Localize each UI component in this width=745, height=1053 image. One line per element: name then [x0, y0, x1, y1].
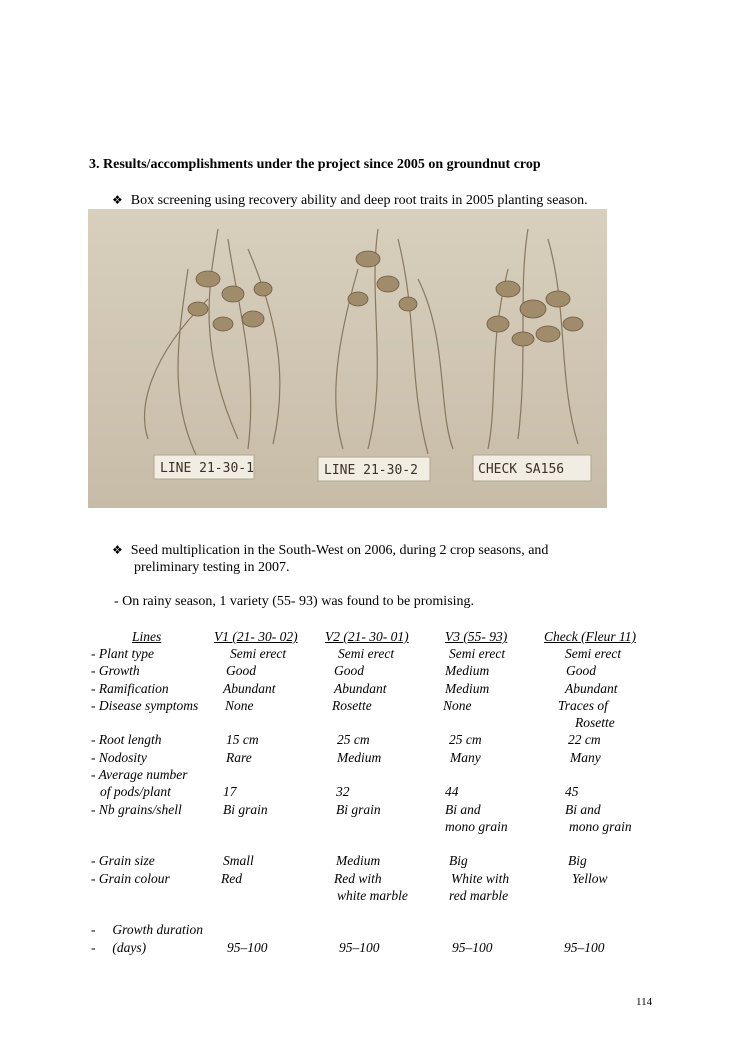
cell-v2: Rosette: [332, 698, 372, 713]
cell-v2: Red with: [334, 871, 382, 886]
cell-check: Yellow: [572, 871, 608, 886]
cell-v3: None: [443, 698, 472, 713]
cell-v3: White with: [451, 871, 510, 886]
variety-table: [0, 628, 745, 968]
bullet-diamond-icon: ❖: [112, 193, 123, 207]
cell-v1: 17: [223, 784, 237, 799]
page-number: 114: [636, 996, 653, 1008]
cell-v1: 15 cm: [226, 732, 259, 747]
row-label: - Root length: [91, 732, 162, 747]
photo-label-line-2: LINE 21-30-2: [324, 463, 418, 478]
cell-v3: 95–100: [452, 940, 493, 955]
row-label: - Nb grains/shell: [91, 802, 182, 817]
cell-check: Big: [568, 853, 587, 868]
cell-v1: None: [225, 698, 254, 713]
cell-v3: Big: [449, 853, 468, 868]
cell-v2: Bi grain: [336, 802, 381, 817]
cell-check: Traces of: [558, 698, 608, 713]
cell-v2: 25 cm: [337, 732, 370, 747]
cell-v3: Medium: [445, 663, 490, 678]
header-lines: Lines: [132, 629, 162, 644]
cell-v1: Semi erect: [230, 646, 287, 661]
cell-check-cont: Rosette: [575, 715, 615, 730]
cell-check: Semi erect: [565, 646, 622, 661]
cell-v1: Red: [221, 871, 242, 886]
bullet-continuation: preliminary testing in 2007.: [134, 560, 290, 575]
row-label: - Grain size: [91, 853, 155, 868]
row-label-cont: of pods/plant: [100, 784, 171, 799]
cell-v1: Bi grain: [223, 802, 268, 817]
row-label: - Growth: [91, 663, 140, 678]
cell-v2: Medium: [336, 853, 381, 868]
cell-check-cont: mono grain: [569, 819, 632, 834]
cell-v3: Semi erect: [449, 646, 506, 661]
cell-check: 45: [565, 784, 579, 799]
cell-v2: Abundant: [334, 681, 387, 696]
cell-v3-cont: mono grain: [445, 819, 508, 834]
cell-v2-cont: white marble: [337, 888, 408, 903]
bullet-text: Box screening using recovery ability and deep root traits in 2005 planting season.: [130, 193, 588, 208]
photo-label-check: CHECK SA156: [478, 462, 565, 477]
rainy-season-note: - On rainy season, 1 variety (55- 93) was found to be promising.: [114, 594, 475, 609]
roots-photo-illustration: [88, 209, 607, 508]
row-label-cont: - (days): [91, 940, 147, 955]
cell-v3-cont: red marble: [449, 888, 509, 903]
cell-v1: Rare: [226, 750, 252, 765]
cell-v1: Small: [223, 853, 254, 868]
row-label: - Growth duration: [91, 922, 204, 937]
cell-check: 95–100: [564, 940, 605, 955]
groundnut-roots-photo: [88, 209, 607, 508]
cell-v1: 95–100: [227, 940, 268, 955]
cell-v3: Bi and: [445, 802, 481, 817]
cell-v1: Good: [226, 663, 256, 678]
cell-v3: 44: [445, 784, 459, 799]
cell-check: Bi and: [565, 802, 601, 817]
row-label: - Nodosity: [91, 750, 147, 765]
cell-check: Many: [570, 750, 601, 765]
cell-v3: 25 cm: [449, 732, 482, 747]
cell-check: Abundant: [565, 681, 618, 696]
cell-v2: Good: [334, 663, 364, 678]
header-check: Check (Fleur 11): [544, 629, 636, 644]
header-v3: V3 (55- 93): [445, 629, 508, 644]
row-label: - Ramification: [91, 681, 169, 696]
row-label: - Grain colour: [91, 871, 170, 886]
cell-v2: 95–100: [339, 940, 380, 955]
header-v1: V1 (21- 30- 02): [214, 629, 298, 644]
cell-v2: Medium: [337, 750, 382, 765]
cell-v3: Many: [450, 750, 481, 765]
cell-v2: 32: [336, 784, 350, 799]
section-heading: 3. Results/accomplishments under the project since 2005 on groundnut crop: [89, 157, 541, 172]
cell-check: Good: [566, 663, 596, 678]
header-v2: V2 (21- 30- 01): [325, 629, 409, 644]
bullet-item-seed: [112, 543, 548, 559]
cell-check: 22 cm: [568, 732, 601, 747]
cell-v2: Semi erect: [338, 646, 395, 661]
bullet-text: Seed multiplication in the South-West on 2006, during 2 crop seasons, and: [130, 543, 549, 558]
photo-label-line-1: LINE 21-30-1: [160, 461, 254, 476]
row-label: - Disease symptoms: [91, 698, 199, 713]
cell-v3: Medium: [445, 681, 490, 696]
bullet-item: [112, 193, 588, 209]
row-label: - Plant type: [91, 646, 154, 661]
row-label: - Average number: [91, 767, 188, 782]
bullet-diamond-icon: ❖: [112, 543, 123, 557]
cell-v1: Abundant: [223, 681, 276, 696]
